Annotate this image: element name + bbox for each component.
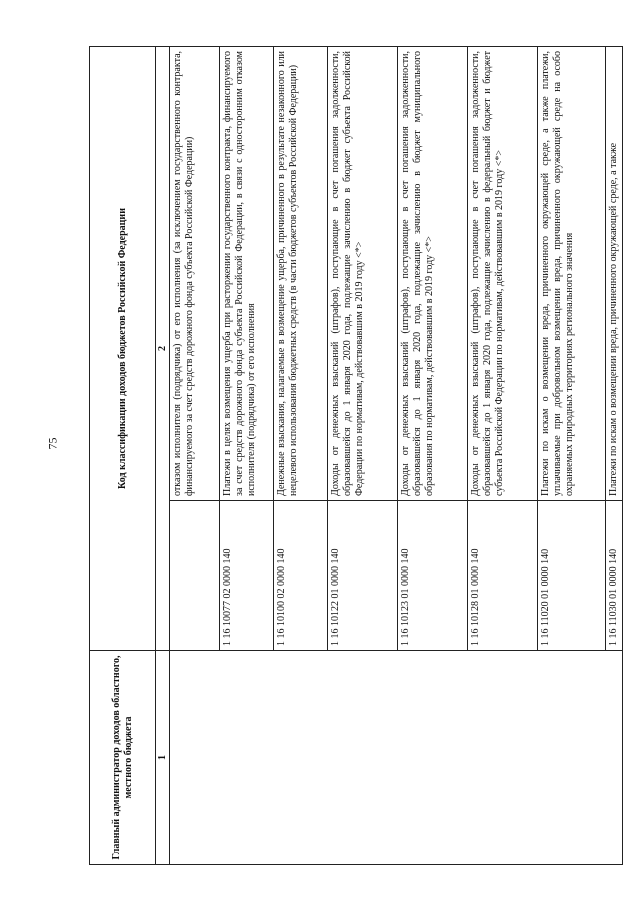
revenue-classification-table	[89, 46, 623, 865]
page-number: 75	[45, 437, 60, 450]
document-page	[89, 47, 621, 865]
name-cell: Платежи в целях возмещения ущерба при расторжении государственного контракта, финансируемого за счет средств дорожного фонда субъекта Российской Федерации, в связи с односторонним отказом исполнителя (подрядчика) от его исполнения	[220, 46, 274, 500]
admin-cell	[170, 651, 623, 865]
column-number-1: 1	[156, 651, 170, 865]
name-cell: Доходы от денежных взысканий (штрафов), поступающие в счет погашения задолженности, образовавшейся до 1 января 2020 года, подлежащие зачислению в бюджет муниципального образования по нормативам, действовавшим в 2019 году <*>	[398, 46, 468, 500]
code-cell: 1 16 10100 02 0000 140	[274, 501, 328, 651]
code-cell	[170, 501, 220, 651]
code-cell: 1 16 10123 01 0000 140	[398, 501, 468, 651]
table-row	[170, 46, 220, 864]
column-number-2: 2	[156, 46, 170, 650]
code-cell: 1 16 10128 01 0000 140	[468, 501, 538, 651]
code-cell: 1 16 11020 01 0000 140	[538, 501, 606, 651]
name-cell: Доходы от денежных взысканий (штрафов), поступающие в счет погашения задолженности, образовавшейся до 1 января 2020 года, подлежащие зачислению в бюджет субъекта Российской Федерации по нормативам, действовавшим в 2019 году <*>	[328, 46, 398, 500]
name-cell: Платежи по искам о возмещении вреда, причиненного окружающей среде, а также	[606, 46, 623, 500]
name-cell: отказом исполнителя (подрядчика) от его исполнения (за исключением государственного контракта, финансируемого за счет средств дорожного фонда субъекта Российской Федерации)	[170, 46, 220, 500]
code-cell: 1 16 10122 01 0000 140	[328, 501, 398, 651]
column-number-row	[156, 46, 170, 864]
header-admin: Главный администратор доходов областного, местного бюджета	[90, 651, 156, 865]
name-cell: Доходы от денежных взысканий (штрафов), поступающие в счет погашения задолженности, образовавшейся до 1 января 2020 года, подлежащие зачислению в федеральный бюджет и бюджет субъекта Российской Федерации по нормативам, действовавшим в 2019 году <*>	[468, 46, 538, 500]
name-cell: Денежные взыскания, налагаемые в возмещение ущерба, причиненного в результате незаконного или нецелевого использования бюджетных средств (в части бюджетов субъектов Российской Федерации)	[274, 46, 328, 500]
code-cell: 1 16 10077 02 0000 140	[220, 501, 274, 651]
code-cell: 1 16 11030 01 0000 140	[606, 501, 623, 651]
table-header-row	[90, 46, 156, 864]
header-code: Код классификации доходов бюджетов Российской Федерации	[90, 46, 156, 650]
name-cell: Платежи по искам о возмещении вреда, причиненного окружающей среде, а также платежи, уплачиваемые при добровольном возмещении вреда, причиненного окружающей среде на особо охраняемых природных территориях регионального значения	[538, 46, 606, 500]
